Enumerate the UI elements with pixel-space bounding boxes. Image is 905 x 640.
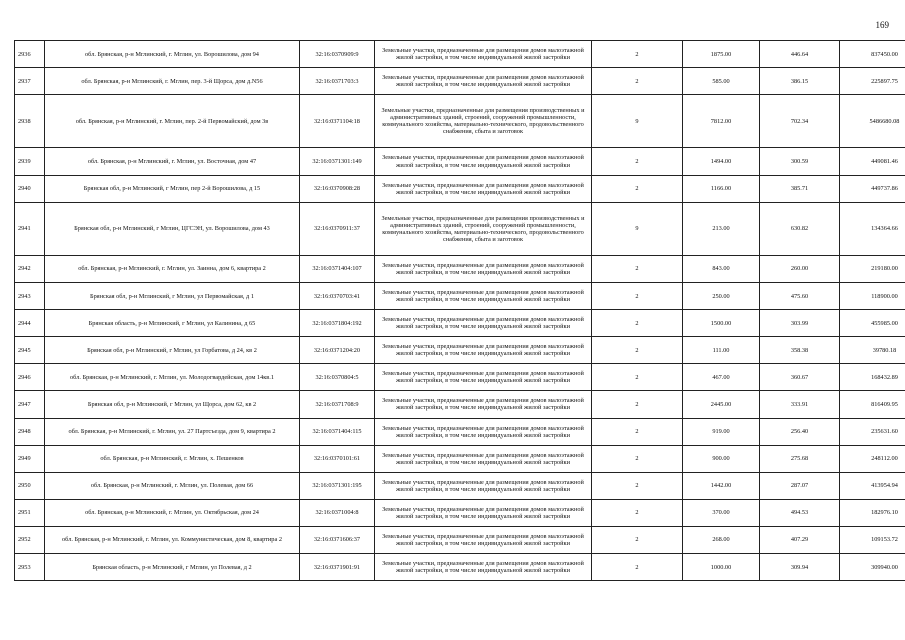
row-number: 2946 [15, 364, 45, 391]
cadastral-value-cell: 816409.95 [840, 391, 905, 418]
specific-value-cell: 358.38 [760, 337, 840, 364]
address-cell: обл. Брянская, р-н Мглинский, г. Мглин, ул. Полевая, дом 66 [45, 472, 300, 499]
area-cell: 250.00 [683, 283, 760, 310]
use-group-cell: 2 [592, 499, 683, 526]
cadastral-number-cell: 32:16:0370911:37 [300, 202, 375, 255]
use-group-cell: 2 [592, 337, 683, 364]
specific-value-cell: 385.71 [760, 175, 840, 202]
cadastral-number-cell: 32:16:0371708:9 [300, 391, 375, 418]
row-number: 2952 [15, 526, 45, 553]
table-row [15, 337, 905, 364]
use-group-cell: 9 [592, 95, 683, 148]
address-cell: обл. Брянская, р-н Мглинский, г. Мглин, ул. Коммунистическая, дом 8, квартира 2 [45, 526, 300, 553]
area-cell: 585.00 [683, 68, 760, 95]
row-number: 2945 [15, 337, 45, 364]
table-row [15, 175, 905, 202]
area-cell: 467.00 [683, 364, 760, 391]
specific-value-cell: 287.07 [760, 472, 840, 499]
specific-value-cell: 309.94 [760, 554, 840, 581]
table-row [15, 68, 905, 95]
area-cell: 919.00 [683, 418, 760, 445]
use-group-cell: 2 [592, 391, 683, 418]
table-body [15, 41, 905, 581]
area-cell: 1500.00 [683, 310, 760, 337]
use-group-cell: 2 [592, 418, 683, 445]
specific-value-cell: 386.15 [760, 68, 840, 95]
cadastral-number-cell: 32:16:0371901:91 [300, 554, 375, 581]
address-cell: Брянская обл, р-н Мглинский, г Мглин, ЦГСЭН, ул. Ворошилова, дом 43 [45, 202, 300, 255]
area-cell: 1875.00 [683, 41, 760, 68]
specific-value-cell: 446.64 [760, 41, 840, 68]
cadastral-number-cell: 32:16:0371104:18 [300, 95, 375, 148]
table-row [15, 391, 905, 418]
table-row [15, 472, 905, 499]
table-row [15, 445, 905, 472]
permitted-use-cell: Земельные участки, предназначенные для размещения домов малоэтажной жилой застройки, в том числе индивидуальной жилой застройки [375, 68, 592, 95]
permitted-use-cell: Земельные участки, предназначенные для размещения домов малоэтажной жилой застройки, в том числе индивидуальной жилой застройки [375, 445, 592, 472]
use-group-cell: 2 [592, 472, 683, 499]
specific-value-cell: 275.68 [760, 445, 840, 472]
cadastral-number-cell: 32:16:0370101:61 [300, 445, 375, 472]
specific-value-cell: 260.00 [760, 255, 840, 282]
row-number: 2953 [15, 554, 45, 581]
address-cell: Брянская область, р-н Мглинский, г Мглин, ул Полевая, д 2 [45, 554, 300, 581]
table-row [15, 554, 905, 581]
permitted-use-cell: Земельные участки, предназначенные для размещения домов малоэтажной жилой застройки, в том числе индивидуальной жилой застройки [375, 364, 592, 391]
specific-value-cell: 475.60 [760, 283, 840, 310]
use-group-cell: 2 [592, 445, 683, 472]
cadastral-number-cell: 32:16:0371301:195 [300, 472, 375, 499]
area-cell: 2445.00 [683, 391, 760, 418]
specific-value-cell: 630.82 [760, 202, 840, 255]
address-cell: обл. Брянская, р-н Мглинский, г. Мглин, х. Пешенков [45, 445, 300, 472]
address-cell: обл. Брянская, р-н Мглинский, г. Мглин, ул. Октябрьская, дом 24 [45, 499, 300, 526]
cadastral-value-cell: 837450.00 [840, 41, 905, 68]
row-number: 2950 [15, 472, 45, 499]
area-cell: 111.00 [683, 337, 760, 364]
row-number: 2942 [15, 255, 45, 282]
cadastral-value-cell: 219180.00 [840, 255, 905, 282]
row-number: 2940 [15, 175, 45, 202]
row-number: 2938 [15, 95, 45, 148]
cadastral-number-cell: 32:16:0371404:115 [300, 418, 375, 445]
use-group-cell: 2 [592, 554, 683, 581]
cadastral-number-cell: 32:16:0371404:107 [300, 255, 375, 282]
table-row [15, 41, 905, 68]
address-cell: обл. Брянская, р-н Мглинский, г. Мглин, ул. Ворошилова, дом 94 [45, 41, 300, 68]
cadastral-number-cell: 32:16:0371204:20 [300, 337, 375, 364]
cadastral-value-cell: 455985.00 [840, 310, 905, 337]
use-group-cell: 2 [592, 283, 683, 310]
permitted-use-cell: Земельные участки, предназначенные для размещения домов малоэтажной жилой застройки, в том числе индивидуальной жилой застройки [375, 310, 592, 337]
table-row [15, 255, 905, 282]
specific-value-cell: 494.53 [760, 499, 840, 526]
specific-value-cell: 303.99 [760, 310, 840, 337]
row-number: 2951 [15, 499, 45, 526]
use-group-cell: 2 [592, 41, 683, 68]
permitted-use-cell: Земельные участки, предназначенные для размещения домов малоэтажной жилой застройки, в том числе индивидуальной жилой застройки [375, 41, 592, 68]
table-row [15, 95, 905, 148]
table-row [15, 310, 905, 337]
specific-value-cell: 300.59 [760, 148, 840, 175]
cadastral-number-cell: 32:16:0370703:41 [300, 283, 375, 310]
use-group-cell: 2 [592, 68, 683, 95]
row-number: 2943 [15, 283, 45, 310]
use-group-cell: 9 [592, 202, 683, 255]
row-number: 2937 [15, 68, 45, 95]
address-cell: Брянская область, р-н Мглинский, г Мглин, ул Калинина, д 65 [45, 310, 300, 337]
permitted-use-cell: Земельные участки, предназначенные для размещения домов малоэтажной жилой застройки, в том числе индивидуальной жилой застройки [375, 472, 592, 499]
area-cell: 1494.00 [683, 148, 760, 175]
cadastral-value-cell: 449737.86 [840, 175, 905, 202]
cadastral-number-cell: 32:16:0371606:37 [300, 526, 375, 553]
area-cell: 843.00 [683, 255, 760, 282]
use-group-cell: 2 [592, 526, 683, 553]
address-cell: обл. Брянская, р-н Мглинский, г. Мглин, ул. 27 Партсъезда, дом 9, квартира 2 [45, 418, 300, 445]
row-number: 2941 [15, 202, 45, 255]
area-cell: 1166.00 [683, 175, 760, 202]
address-cell: обл. Брянская, р-н Мглинский, г. Мглин, ул. Восточная, дом 47 [45, 148, 300, 175]
permitted-use-cell: Земельные участки, предназначенные для размещения домов малоэтажной жилой застройки, в том числе индивидуальной жилой застройки [375, 554, 592, 581]
row-number: 2939 [15, 148, 45, 175]
cadastral-value-cell: 449081.46 [840, 148, 905, 175]
use-group-cell: 2 [592, 255, 683, 282]
permitted-use-cell: Земельные участки, предназначенные для размещения домов малоэтажной жилой застройки, в том числе индивидуальной жилой застройки [375, 526, 592, 553]
cadastral-value-cell: 109153.72 [840, 526, 905, 553]
specific-value-cell: 702.34 [760, 95, 840, 148]
cadastral-number-cell: 32:16:0371703:3 [300, 68, 375, 95]
cadastral-value-cell: 413954.94 [840, 472, 905, 499]
cadastral-value-cell: 39780.18 [840, 337, 905, 364]
permitted-use-cell: Земельные участки, предназначенные для размещения домов малоэтажной жилой застройки, в том числе индивидуальной жилой застройки [375, 391, 592, 418]
row-number: 2948 [15, 418, 45, 445]
cadastral-value-cell: 168432.89 [840, 364, 905, 391]
address-cell: Брянская обл, р-н Мглинский, г Мглин, пер 2-й Ворошилова, д 15 [45, 175, 300, 202]
permitted-use-cell: Земельные участки, предназначенные для размещения домов малоэтажной жилой застройки, в том числе индивидуальной жилой застройки [375, 337, 592, 364]
row-number: 2947 [15, 391, 45, 418]
use-group-cell: 2 [592, 148, 683, 175]
area-cell: 1000.00 [683, 554, 760, 581]
specific-value-cell: 256.40 [760, 418, 840, 445]
land-register-table [14, 40, 905, 581]
area-cell: 900.00 [683, 445, 760, 472]
cadastral-value-cell: 225897.75 [840, 68, 905, 95]
cadastral-number-cell: 32:16:0371004:8 [300, 499, 375, 526]
permitted-use-cell: Земельные участки, предназначенные для размещения домов малоэтажной жилой застройки, в том числе индивидуальной жилой застройки [375, 418, 592, 445]
address-cell: Брянская обл, р-н Мглинский, г Мглин, ул Первомайская, д 1 [45, 283, 300, 310]
area-cell: 268.00 [683, 526, 760, 553]
page-number: 169 [875, 20, 889, 30]
specific-value-cell: 333.91 [760, 391, 840, 418]
permitted-use-cell: Земельные участки, предназначенные для размещения производственных и административных зданий, строений, сооружений промышленности, коммунального хозяйства, материально-технического, продовольственного снабжения, сбыта и заготовок [375, 95, 592, 148]
address-cell: обл. Брянская, р-н Мглинский, г. Мглин, ул. Молодогвардейская, дом 14кв.1 [45, 364, 300, 391]
table-row [15, 418, 905, 445]
cadastral-value-cell: 118900.00 [840, 283, 905, 310]
cadastral-number-cell: 32:16:0370909:9 [300, 41, 375, 68]
address-cell: обл. Брянская, р-н Мглинский, г. Мглин, пер. 2-й Первомайский, дом 3в [45, 95, 300, 148]
row-number: 2949 [15, 445, 45, 472]
permitted-use-cell: Земельные участки, предназначенные для размещения домов малоэтажной жилой застройки, в том числе индивидуальной жилой застройки [375, 255, 592, 282]
table-row [15, 499, 905, 526]
use-group-cell: 2 [592, 175, 683, 202]
table-row [15, 283, 905, 310]
cadastral-number-cell: 32:16:0370804:5 [300, 364, 375, 391]
specific-value-cell: 407.29 [760, 526, 840, 553]
row-number: 2936 [15, 41, 45, 68]
cadastral-number-cell: 32:16:0371804:192 [300, 310, 375, 337]
cadastral-value-cell: 134364.66 [840, 202, 905, 255]
area-cell: 213.00 [683, 202, 760, 255]
cadastral-number-cell: 32:16:0370908:28 [300, 175, 375, 202]
cadastral-value-cell: 235631.60 [840, 418, 905, 445]
permitted-use-cell: Земельные участки, предназначенные для размещения производственных и административных зданий, строений, сооружений промышленности, коммунального хозяйства, материально-технического, продовольственного снабжения, сбыта и заготовок [375, 202, 592, 255]
address-cell: Брянская обл, р-н Мглинский, г Мглин, ул Щорса, дом 62, кв 2 [45, 391, 300, 418]
row-number: 2944 [15, 310, 45, 337]
use-group-cell: 2 [592, 310, 683, 337]
cadastral-value-cell: 182976.10 [840, 499, 905, 526]
permitted-use-cell: Земельные участки, предназначенные для размещения домов малоэтажной жилой застройки, в том числе индивидуальной жилой застройки [375, 175, 592, 202]
table-row [15, 364, 905, 391]
cadastral-number-cell: 32:16:0371301:149 [300, 148, 375, 175]
area-cell: 7812.00 [683, 95, 760, 148]
cadastral-value-cell: 309940.00 [840, 554, 905, 581]
address-cell: обл. Брянская, р-н Мглинский, г. Мглин, ул. Заинна, дом 6, квартира 2 [45, 255, 300, 282]
table-row [15, 526, 905, 553]
area-cell: 1442.00 [683, 472, 760, 499]
table-row [15, 202, 905, 255]
specific-value-cell: 360.67 [760, 364, 840, 391]
area-cell: 370.00 [683, 499, 760, 526]
cadastral-value-cell: 248112.00 [840, 445, 905, 472]
permitted-use-cell: Земельные участки, предназначенные для размещения домов малоэтажной жилой застройки, в том числе индивидуальной жилой застройки [375, 283, 592, 310]
cadastral-value-cell: 5486680.08 [840, 95, 905, 148]
table-row [15, 148, 905, 175]
address-cell: обл. Брянская, р-н Мглинский, г. Мглин, пер. 3-й Щорса, дом д.N56 [45, 68, 300, 95]
use-group-cell: 2 [592, 364, 683, 391]
permitted-use-cell: Земельные участки, предназначенные для размещения домов малоэтажной жилой застройки, в том числе индивидуальной жилой застройки [375, 148, 592, 175]
address-cell: Брянская обл, р-н Мглинский, г Мглин, ул Горбатова, д 24, кв 2 [45, 337, 300, 364]
permitted-use-cell: Земельные участки, предназначенные для размещения домов малоэтажной жилой застройки, в том числе индивидуальной жилой застройки [375, 499, 592, 526]
